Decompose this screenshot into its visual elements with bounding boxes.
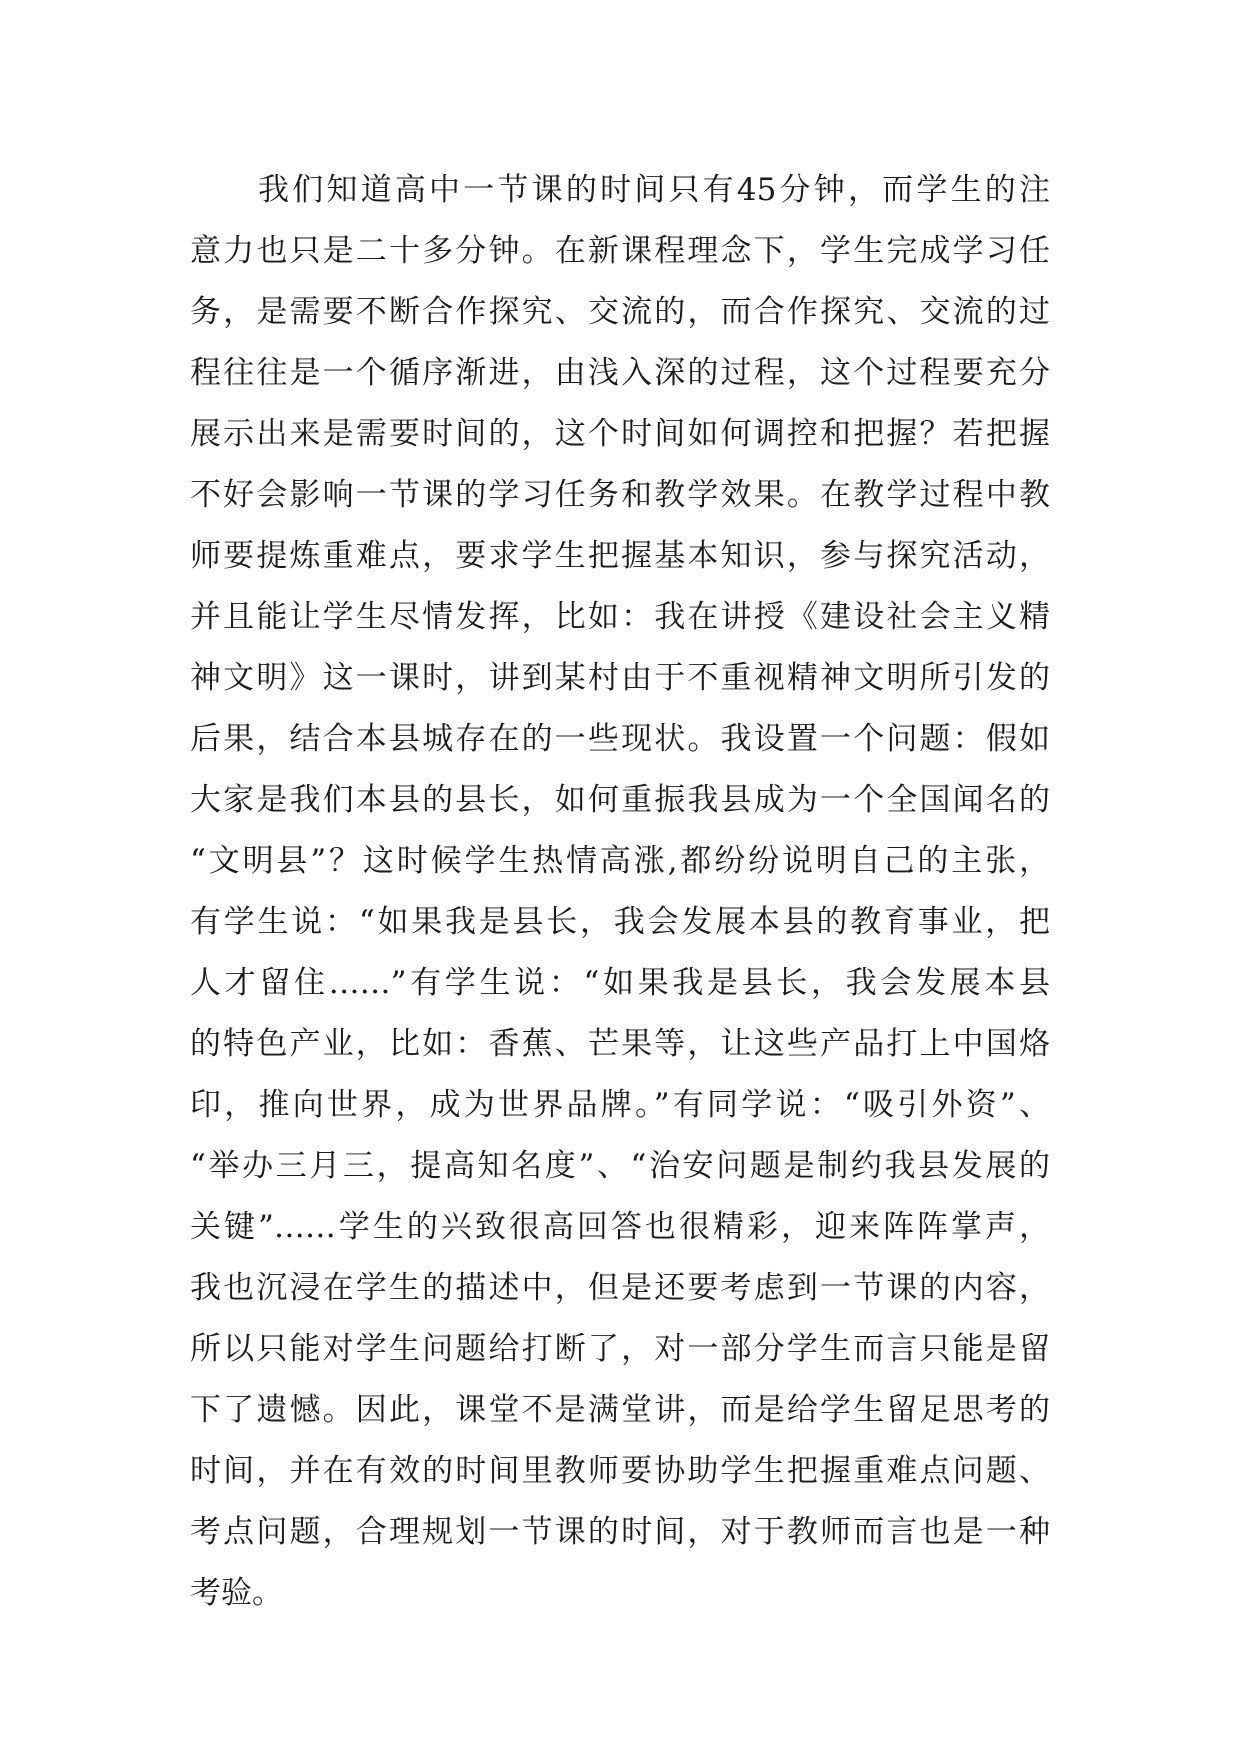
paragraph-line: 师要提炼重难点，要求学生把握基本知识，参与探究活动，	[190, 538, 1050, 574]
body-paragraph	[190, 160, 1050, 1624]
paragraph-line: 后果，结合本县城存在的一些现状。我设置一个问题：假如	[190, 721, 1050, 757]
paragraph-line: 并且能让学生尽情发挥，比如：我在讲授《建设社会主义精	[190, 599, 1050, 635]
paragraph-line: 大家是我们本县的县长，如何重振我县成为一个全国闻名的	[190, 782, 1050, 818]
paragraph-line: 务，是需要不断合作探究、交流的，而合作探究、交流的过	[190, 294, 1050, 330]
paragraph-line: 程往往是一个循序渐进，由浅入深的过程，这个过程要充分	[190, 355, 1050, 391]
paragraph-line: 下了遗憾。因此，课堂不是满堂讲，而是给学生留足思考的	[190, 1392, 1050, 1428]
paragraph-line: 考点问题，合理规划一节课的时间，对于教师而言也是一种	[190, 1514, 1050, 1550]
paragraph-line: “文明县”？这时候学生热情高涨,都纷纷说明自己的主张，	[190, 843, 1050, 879]
paragraph-line: 有学生说：“如果我是县长，我会发展本县的教育事业，把	[190, 904, 1050, 940]
paragraph-line: 我也沉浸在学生的描述中，但是还要考虑到一节课的内容，	[190, 1270, 1050, 1306]
paragraph-line: 我们知道高中一节课的时间只有45分钟，而学生的注	[258, 172, 1050, 208]
paragraph-line: 时间，并在有效的时间里教师要协助学生把握重难点问题、	[190, 1453, 1050, 1489]
paragraph-line: 关键”……学生的兴致很高回答也很精彩，迎来阵阵掌声，	[190, 1209, 1050, 1245]
paragraph-line: 人才留住……”有学生说：“如果我是县长，我会发展本县	[190, 965, 1050, 1001]
paragraph-line: 考验。	[190, 1575, 283, 1611]
paragraph-line: 所以只能对学生问题给打断了，对一部分学生而言只能是留	[190, 1331, 1050, 1367]
paragraph-line: 不好会影响一节课的学习任务和教学效果。在教学过程中教	[190, 477, 1050, 513]
paragraph-line: 展示出来是需要时间的，这个时间如何调控和把握？若把握	[190, 416, 1050, 452]
paragraph-line: 的特色产业，比如：香蕉、芒果等，让这些产品打上中国烙	[190, 1026, 1050, 1062]
paragraph-line: 印，推向世界，成为世界品牌。”有同学说：“吸引外资”、	[190, 1087, 1050, 1123]
paragraph-line: 神文明》这一课时，讲到某村由于不重视精神文明所引发的	[190, 660, 1050, 696]
paragraph-line: 意力也只是二十多分钟。在新课程理念下，学生完成学习任	[190, 233, 1050, 269]
paragraph-line: “举办三月三，提高知名度”、“治安问题是制约我县发展的	[190, 1148, 1050, 1184]
